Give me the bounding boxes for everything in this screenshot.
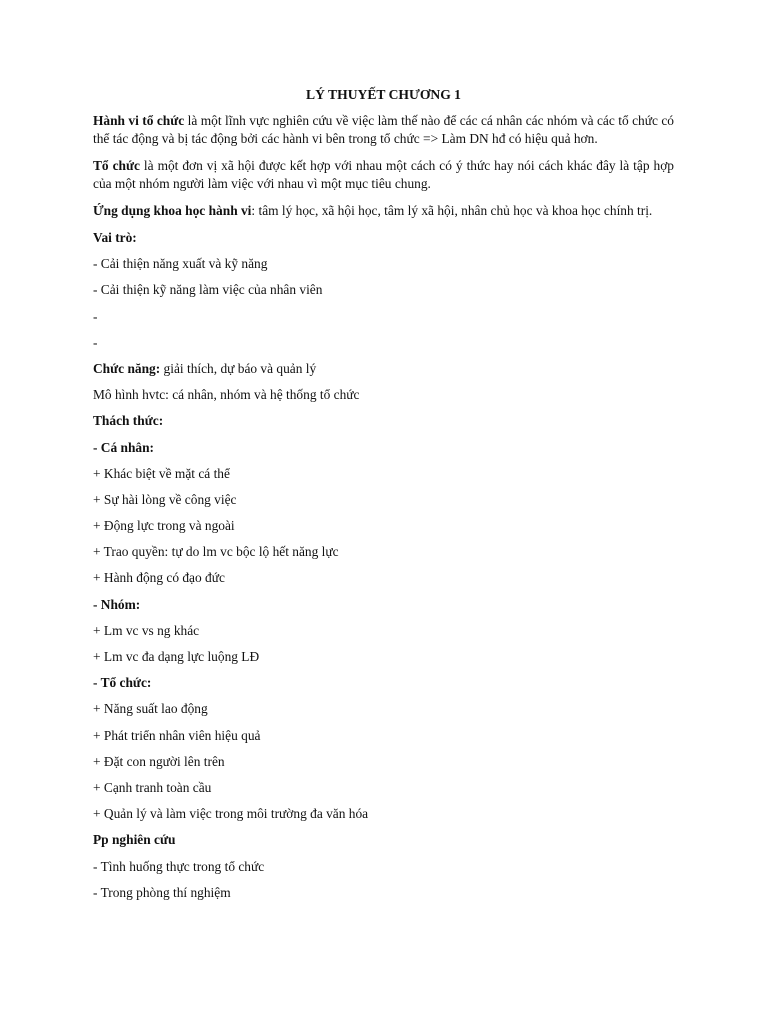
list-item: - Trong phòng thí nghiệm (93, 884, 231, 900)
list-item: - Cải thiện kỹ năng làm việc của nhân viên (93, 282, 323, 298)
list-item: - Cải thiện năng xuất và kỹ năng (93, 256, 268, 272)
paragraph-text: là một lĩnh vực nghiên cứu về việc làm thế nào để các cá nhân các nhóm và các tổ chức có thể tác động và bị tác động bởi các hành vi bên trong tổ chức => Làm DN hđ có hiệu quả hơn. (93, 113, 674, 146)
document-title: LÝ THUYẾT CHƯƠNG 1 (306, 87, 461, 102)
term-hanh-vi-to-chuc: Hành vi tổ chức (93, 113, 185, 128)
list-item: + Đặt con người lên trên (93, 753, 225, 769)
list-item: - Tình huống thực trong tổ chức (93, 858, 265, 874)
paragraph-text: là một đơn vị xã hội được kết hợp với nhau một cách có ý thức hay nói cách khác đây là tập hợp của một nhóm người làm việc với nhau vì một mục tiêu chung. (93, 158, 674, 191)
subheading-ca-nhan: - Cá nhân: (93, 439, 155, 455)
heading-pp-nghien-cuu: Pp nghiên cứu (93, 832, 176, 848)
paragraph-ung-dung (93, 202, 674, 220)
list-item-empty: - (93, 334, 98, 350)
list-item: + Cạnh tranh toàn cầu (93, 779, 212, 795)
paragraph-to-chuc (93, 157, 674, 193)
list-item: + Sự hài lòng về công việc (93, 491, 237, 507)
list-item: + Lm vc vs ng khác (93, 622, 200, 638)
subheading-nhom: - Nhóm: (93, 596, 141, 612)
list-item-empty: - (93, 308, 98, 324)
list-item: + Lm vc đa dạng lực luộng LĐ (93, 649, 260, 664)
paragraph-text: : tâm lý học, xã hội học, tâm lý xã hội, nhân chủ học và khoa học chính trị. (251, 203, 653, 218)
term-chuc-nang: Chức năng: (93, 360, 161, 376)
line-chuc-nang: Chức năng: giải thích, dự báo và quản lý (93, 360, 317, 376)
paragraph-hanh-vi-to-chuc (93, 112, 674, 148)
line-mo-hinh: Mô hình hvtc: cá nhân, nhóm và hệ thống tổ chức (93, 387, 360, 403)
list-item: + Trao quyền: tự do lm vc bộc lộ hết năng lực (93, 544, 339, 560)
list-item: + Quản lý và làm việc trong môi trường đa văn hóa (93, 806, 369, 822)
list-item: + Khác biệt về mặt cá thể (93, 465, 230, 481)
list-item: + Hành động có đạo đức (93, 570, 225, 586)
list-item: + Năng suất lao động (93, 701, 208, 717)
term-to-chuc: Tổ chức (93, 158, 140, 173)
heading-vai-tro: Vai trò: (93, 230, 137, 245)
term-ung-dung: Ứng dụng khoa học hành vi (93, 203, 252, 218)
heading-thach-thuc: Thách thức: (93, 413, 164, 429)
subheading-to-chuc: - Tổ chức: (93, 675, 152, 691)
list-item: + Phát triển nhân viên hiệu quả (93, 727, 261, 743)
list-item: + Động lực trong và ngoài (93, 518, 235, 534)
